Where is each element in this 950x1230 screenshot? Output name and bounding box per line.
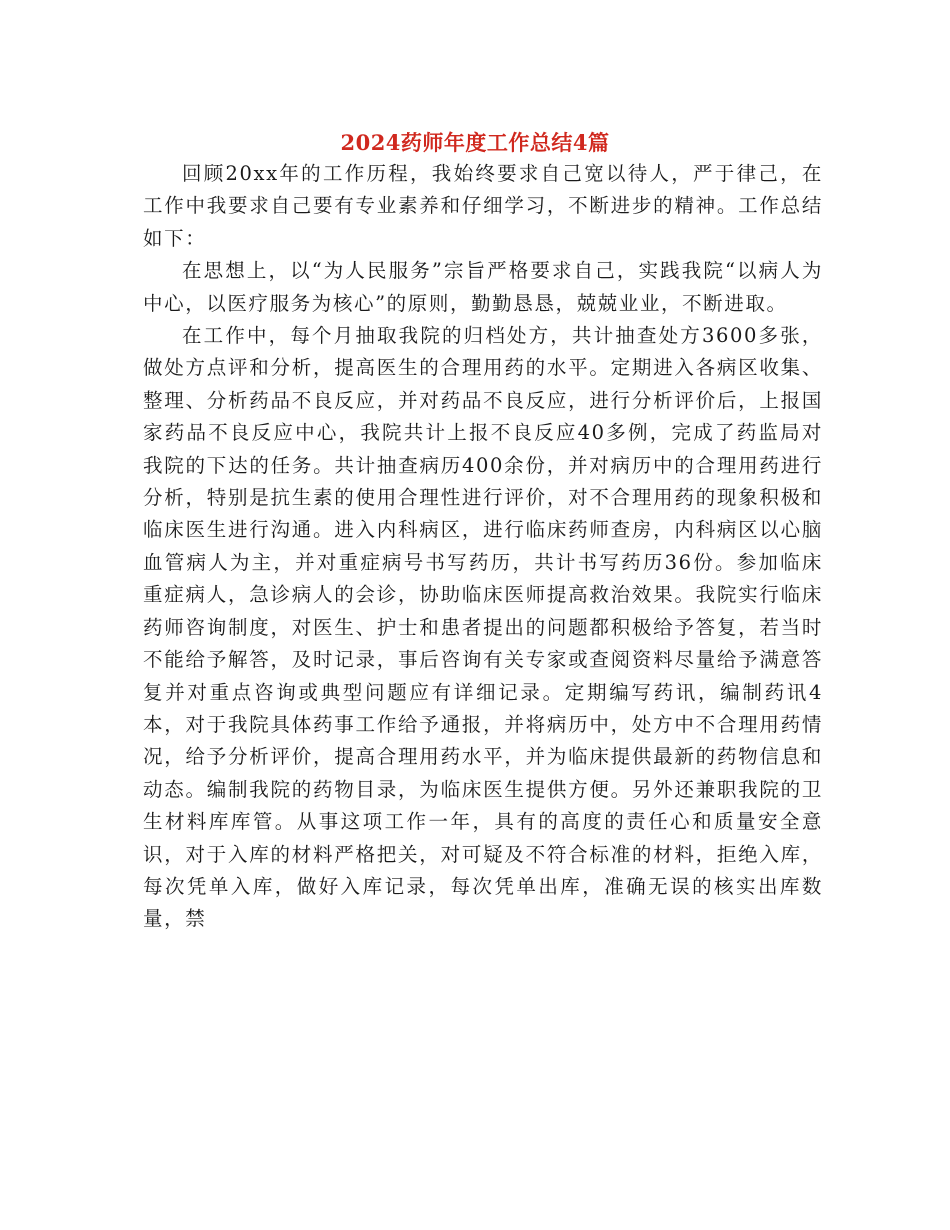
paragraph-ideology: 在思想上，以“为人民服务”宗旨严格要求自己，实践我院“以病人为中心，以医疗服务为核心”的原则，勤勤恳恳，兢兢业业，不断进取。 xyxy=(143,259,823,315)
document-body xyxy=(143,158,823,936)
paragraph-work: 在工作中，每个月抽取我院的归档处方，共计抽查处方3600多张，做处方点评和分析，提高医生的合理用药的水平。定期进入各病区收集、整理、分析药品不良反应，并对药品不良反应，进行分析评价后，上报国家药品不良反应中心，我院共计上报不良反应40多例，完成了药监局对我院的下达的任务。共计抽查病历400余份，并对病历中的合理用药进行分析，特别是抗生素的使用合理性进行评价，对不合理用药的现象积极和临床医生进行沟通。进入内科病区，进行临床药师查房，内科病区以心脑血管病人为主，并对重症病号书写药历，共计书写药历36份。参加临床重症病人，急诊病人的会诊，协助临床医师提高救治效果。我院实行临床药师咨询制度，对医生、护士和患者提出的问题都积极给予答复，若当时不能给予解答，及时记录，事后咨询有关专家或查阅资料尽量给予满意答复并对重点咨询或典型问题应有详细记录。定期编写药讯，编制药讯4本，对于我院具体药事工作给予通报，并将病历中，处方中不合理用药情况，给予分析评价，提高合理用药水平，并为临床提供最新的药物信息和动态。编制我院的药物目录，为临床医生提供方便。另外还兼职我院的卫生材料库库管。从事这项工作一年，具有的高度的责任心和质量安全意识，对于入库的材料严格把关，对可疑及不符合标准的材料，拒绝入库，每次凭单入库，做好入库记录，每次凭单出库，准确无误的核实出库数量，禁 xyxy=(143,324,823,931)
paragraph-intro: 回顾20xx年的工作历程，我始终要求自己宽以待人，严于律己，在工作中我要求自己要有专业素养和仔细学习，不断进步的精神。工作总结如下： xyxy=(143,162,823,250)
document-title: 2024药师年度工作总结4篇 xyxy=(340,130,610,156)
